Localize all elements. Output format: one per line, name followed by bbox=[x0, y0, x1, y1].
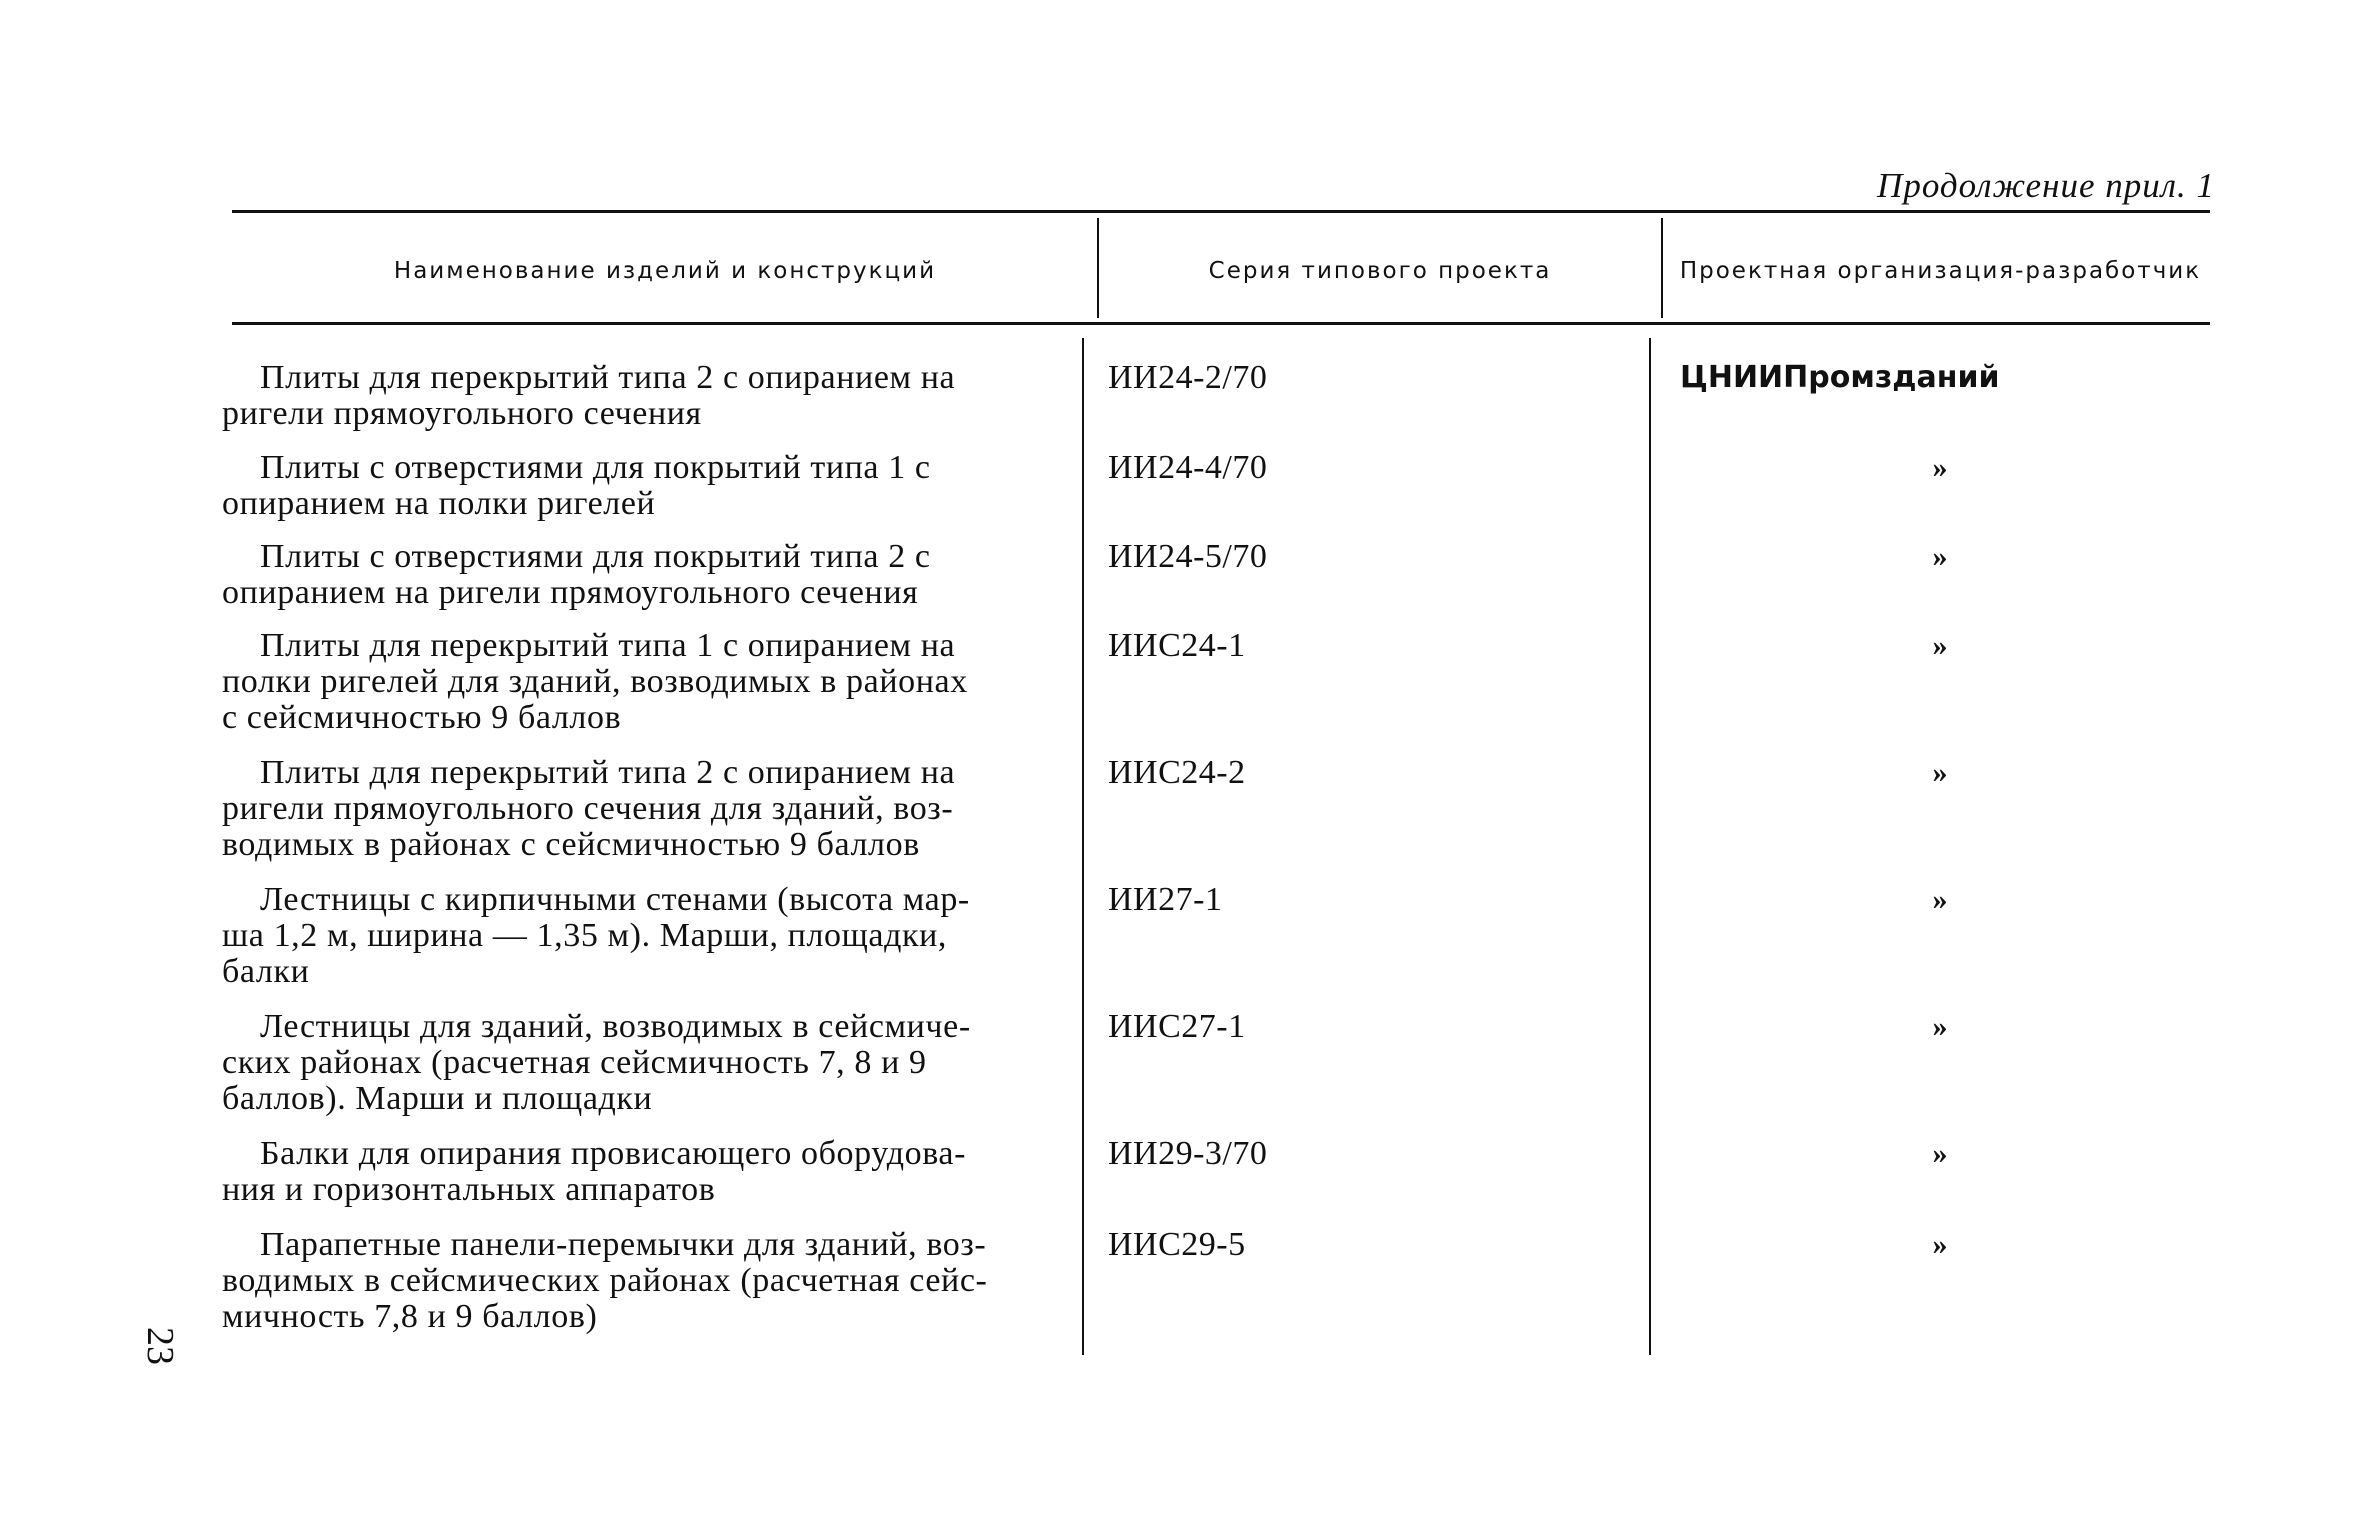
header-bottom-rule bbox=[232, 322, 2210, 325]
page-number: 23 bbox=[139, 1327, 181, 1365]
product-name: Плиты для перекрытий типа 2 с опиранием на ригели прямоугольного сечения для зданий, воз- водимых в районах с сейсмичностью 9 баллов bbox=[222, 754, 956, 863]
header-series: Серия типового проекта bbox=[1208, 258, 1552, 284]
header-divider-1 bbox=[1097, 218, 1099, 318]
ditto-mark: » bbox=[1932, 1010, 1948, 1043]
column-divider-2 bbox=[1649, 338, 1651, 1355]
header-divider-2 bbox=[1661, 218, 1663, 318]
header-product-name: Наименование изделий и конструкций bbox=[393, 258, 937, 284]
series-code: ИИС24-2 bbox=[1108, 754, 1246, 791]
series-code: ИИС24-1 bbox=[1108, 627, 1246, 664]
series-code: ИИС29-5 bbox=[1108, 1226, 1246, 1263]
series-code: ИИС27-1 bbox=[1108, 1008, 1246, 1045]
product-name: Парапетные панели-перемычки для зданий, воз- водимых в сейсмических районах (расчетная сейс- мичность 7,8 и 9 баллов) bbox=[222, 1226, 988, 1335]
product-name: Плиты для перекрытий типа 1 с опиранием на полки ригелей для зданий, возводимых в районах с сейсмичностью 9 баллов bbox=[222, 627, 968, 736]
table-top-rule bbox=[232, 210, 2210, 213]
product-name: Плиты для перекрытий типа 2 с опиранием на ригели прямоугольного сечения bbox=[222, 359, 956, 432]
ditto-mark: » bbox=[1932, 883, 1948, 916]
series-code: ИИ24-2/70 bbox=[1108, 359, 1268, 396]
ditto-mark: » bbox=[1932, 451, 1948, 484]
ditto-mark: » bbox=[1932, 540, 1948, 573]
product-name: Плиты с отверстиями для покрытий типа 2 с опиранием на ригели прямоугольного сечения bbox=[222, 538, 931, 611]
organization: ЦНИИПромзданий bbox=[1680, 360, 2000, 395]
ditto-mark: » bbox=[1932, 629, 1948, 662]
product-name: Лестницы с кирпичными стенами (высота мар- ша 1,2 м, ширина — 1,35 м). Марши, площадки, балки bbox=[222, 881, 970, 990]
ditto-mark: » bbox=[1932, 756, 1948, 789]
ditto-mark: » bbox=[1932, 1228, 1948, 1261]
column-divider-1 bbox=[1082, 338, 1084, 1355]
product-name: Плиты с отверстиями для покрытий типа 1 с опиранием на полки ригелей bbox=[222, 449, 931, 522]
product-name: Балки для опирания провисающего оборудова- ния и горизонтальных аппаратов bbox=[222, 1135, 967, 1208]
series-code: ИИ24-5/70 bbox=[1108, 538, 1268, 575]
series-code: ИИ27-1 bbox=[1108, 881, 1223, 918]
product-name: Лестницы для зданий, возводимых в сейсмиче- ских районах (расчетная сейсмичность 7, 8 и 9 баллов). Марши и площадки bbox=[222, 1008, 971, 1117]
header-organization: Проектная организация-разработчик bbox=[1679, 258, 2202, 284]
ditto-mark: » bbox=[1932, 1137, 1948, 1170]
series-code: ИИ24-4/70 bbox=[1108, 449, 1268, 486]
series-code: ИИ29-3/70 bbox=[1108, 1135, 1268, 1172]
continuation-label: Продолжение прил. 1 bbox=[1877, 166, 2215, 205]
